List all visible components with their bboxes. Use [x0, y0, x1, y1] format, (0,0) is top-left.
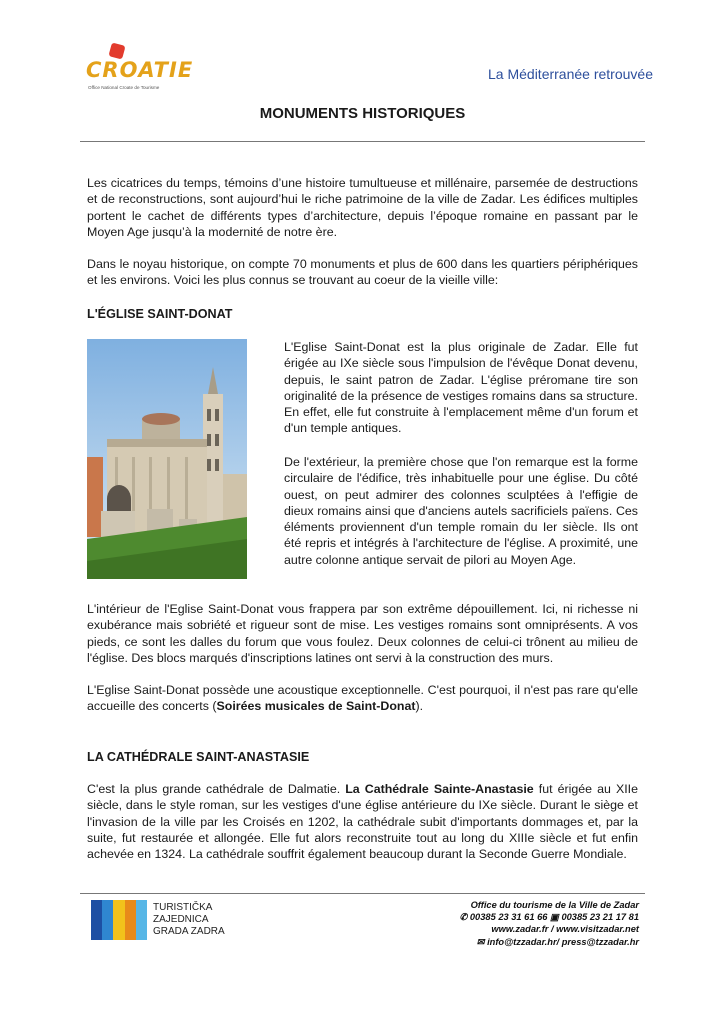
footer-divider [80, 893, 645, 894]
fax-number: 00385 23 21 17 81 [561, 912, 639, 923]
intro-paragraph-1: Les cicatrices du temps, témoins d’une histoire tumultueuse et millénaire, parsemée de destructions et de reconstructions, sont aujourd’hui le riche patrimoine de la ville de Zadar. Les édifices multiples portent le cachet de différents types d’architecture, depuis l’époque romaine en passant par le Moyen Age jusqu’à la modernité de notre ère. [87, 176, 638, 239]
cathedrale-name: La Cathédrale Sainte-Anastasie [345, 782, 534, 796]
cathedrale-paragraph [87, 781, 638, 862]
website-links[interactable]: www.zadar.fr / www.visitzadar.net [491, 924, 639, 935]
saint-donat-column-paragraph-1: L'Eglise Saint-Donat est la plus originale de Zadar. Elle fut érigée au IXe siècle sous l'impulsion de l'évêque Donat devenu, depuis, le saint patron de Zadar. L'église préromane tire son originalité de la présence de vestiges romains dans sa structure. En effet, elle fut construite à l'emplacement même d'un forum et d'un temple antiques. [284, 340, 638, 436]
contact-block [460, 899, 640, 948]
section-heading-saint-donat: L'ÉGLISE SAINT-DONAT [87, 307, 233, 321]
logo-tagline: Office National Croate de Tourisme [88, 85, 160, 90]
envelope-icon: ✉ [476, 936, 485, 947]
saint-donat-column-paragraph-2: De l'extérieur, la première chose que l'on remarque est la forme circulaire de l'édifice, très inhabituelle pour une église. Du côté ouest, on peut admirer des colonnes sculptées à l'effigie de dieux romains ainsi que d'anciens autels sacrificiels païens. Ces éléments proviennent d'un temple romain du Ier siècle. Ils ont été repris et intégrés à l'architecture de l'église. A proximité, une autre colonne antique servait de pilori au Moyen Age. [284, 455, 638, 567]
phone-icon: ✆ [459, 912, 468, 923]
p4-text-after: ). [415, 699, 424, 714]
phone-number: 00385 23 31 61 66 [469, 912, 548, 923]
saint-donat-photo [87, 339, 247, 579]
page-title: MONUMENTS HISTORIQUES [259, 105, 466, 122]
cathedrale-text-before: C'est la plus grande cathédrale de Dalmatie. [87, 782, 346, 796]
tourist-board-line-2: ZAJEDNICA [153, 914, 209, 925]
croatie-logo [86, 44, 194, 94]
tourist-board-line-3: GRADA ZADRA [153, 926, 225, 937]
email-line [460, 936, 640, 948]
logo-wordmark: CROATIE [86, 58, 194, 82]
tourist-board-line-1: TURISTIČKA [153, 902, 213, 913]
concert-name: Soirées musicales de Saint-Donat [216, 699, 416, 714]
saint-donat-paragraph-4 [87, 682, 638, 715]
intro-paragraph-2: Dans le noyau historique, on compte 70 monuments et plus de 600 dans les quartiers périphériques et les environs. Voici les plus connus se trouvant au coeur de la vieille ville: [87, 257, 638, 288]
tourist-board-color-bars-icon [91, 900, 147, 940]
cathedrale-text-after: fut érigée au XIIe siècle, dans le style roman, sur les vestiges d'une église antérieure du IXe siècle. Durant le siège et l'invasion de la ville par les Croisés en 1202, la cathédrale subit d'importants dommages et, par la suite, fut restaurée et allongée. Elle fut alors reconstruite tout au long du XIIIe siècle et fut enfin achevée en 1324. La cathédrale souffrit également beaucoup durant la Seconde Guerre Mondiale. [87, 782, 638, 862]
section-heading-cathedrale: LA CATHÉDRALE SAINT-ANASTASIE [87, 750, 310, 764]
tourist-board-name [153, 902, 225, 938]
phone-fax-line [460, 911, 640, 923]
office-name: Office du tourisme de la Ville de Zadar [470, 900, 639, 910]
p4-text-before: L'Eglise Saint-Donat possède une acoustique exceptionnelle. C'est pourquoi, il n'est pas rare qu'elle accueille des concerts ( [87, 683, 638, 714]
logo-sun-icon [108, 42, 125, 59]
saint-donat-paragraph-3: L'intérieur de l'Eglise Saint-Donat vous frappera par son extrême dépouillement. Ici, ni richesse ni exubérance mais sobriété et rigueur sont de mise. Les vestiges romains sont omniprésents. A vos pieds, ce sont les dalles du forum que vous foulez. Deux colonnes de celui-ci trônent au milieu de l'église. Des blocs marqués d'inscriptions latines ont servi à la construction des murs. [87, 602, 638, 665]
fax-icon: ▣ [550, 912, 559, 923]
title-divider [80, 141, 645, 142]
email-addresses[interactable]: info@tzzadar.hr/ press@tzzadar.hr [487, 936, 639, 947]
header-tagline: La Méditerranée retrouvée [488, 66, 653, 82]
